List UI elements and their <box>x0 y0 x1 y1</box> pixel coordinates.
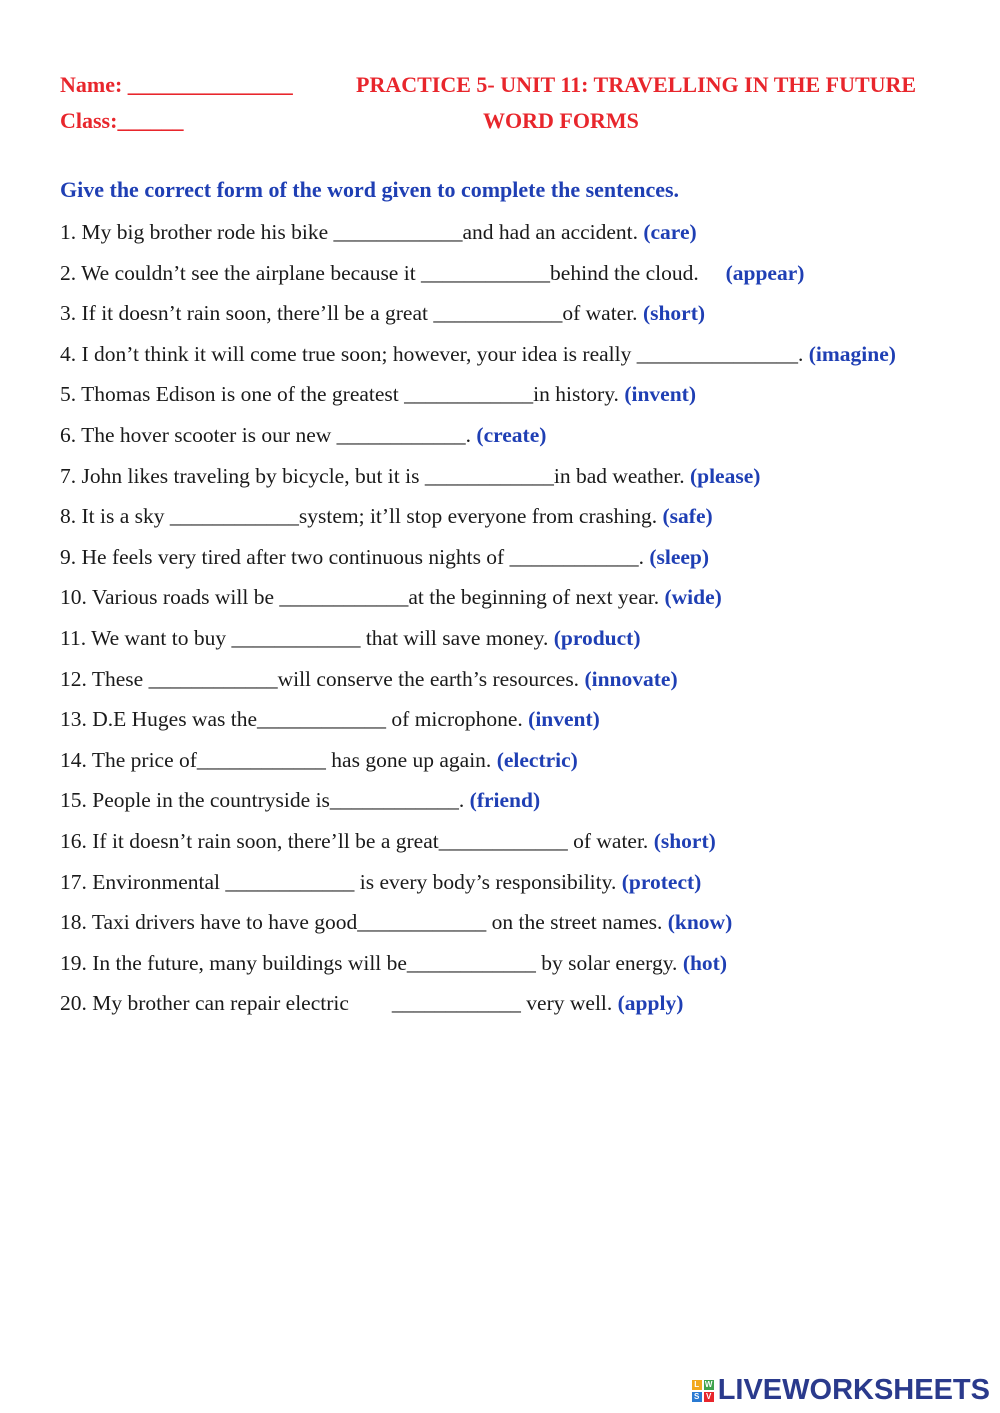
question-text: 9. He feels very tired after two continuous nights of ____________. <box>60 544 650 569</box>
word-hint: (know) <box>667 910 733 935</box>
logo-tile: L <box>692 1380 702 1390</box>
question-item <box>60 382 696 406</box>
word-hint: (please) <box>689 463 761 488</box>
logo-tile: W <box>704 1379 713 1389</box>
question-text: 18. Taxi drivers have to have good____________ on the street names. <box>60 910 668 935</box>
question-text: 13. D.E Huges was the____________ of microphone. <box>60 707 529 732</box>
question-text: 12. These ____________will conserve the earth’s resources. <box>60 666 585 691</box>
logo-tile: S <box>692 1392 702 1402</box>
word-hint: (safe) <box>662 504 713 529</box>
question-item <box>60 545 709 569</box>
question-item <box>60 464 760 488</box>
question-item <box>60 423 546 447</box>
question-item <box>60 870 701 894</box>
word-hint: (invent) <box>624 382 696 407</box>
word-hint: (protect) <box>621 869 702 894</box>
question-item <box>60 342 896 366</box>
word-hint: (apply) <box>617 991 684 1016</box>
question-text: 7. John likes traveling by bicycle, but it is ____________in bad weather. <box>60 463 690 488</box>
question-item <box>60 261 804 285</box>
word-hint: (wide) <box>664 585 722 610</box>
question-text: 4. I don’t think it will come true soon; however, your idea is really _______________. <box>60 341 809 366</box>
word-hint: (innovate) <box>584 666 678 691</box>
question-item <box>60 585 722 609</box>
question-text: 16. If it doesn’t rain soon, there’ll be a great____________ of water. <box>60 829 654 853</box>
class-field-label: Class:______ <box>60 108 184 133</box>
question-text: 8. It is a sky ____________system; it’ll stop everyone from crashing. <box>60 504 663 529</box>
word-hint: (electric) <box>496 747 578 772</box>
question-text: 2. We couldn’t see the airplane because it ____________behind the cloud. <box>60 260 726 285</box>
word-hint: (hot) <box>682 950 727 975</box>
word-hint: (short) <box>642 301 706 326</box>
question-text: 11. We want to buy ____________ that will save money. <box>60 626 554 650</box>
question-text: 5. Thomas Edison is one of the greatest ____________in history. <box>60 382 625 407</box>
question-item <box>60 910 732 934</box>
word-hint: (sleep) <box>649 544 710 569</box>
question-item <box>60 301 705 325</box>
liveworksheets-logo <box>692 1374 990 1407</box>
instructions: Give the correct form of the word given to complete the sentences. <box>60 177 680 202</box>
question-text: 3. If it doesn’t rain soon, there’ll be a great ____________of water. <box>60 301 643 326</box>
question-item <box>60 788 540 812</box>
question-item <box>60 829 716 853</box>
question-text: 14. The price of____________ has gone up again. <box>60 747 497 772</box>
liveworksheets-brand: LIVEWORKSHEETS <box>717 1374 990 1406</box>
word-hint: (care) <box>643 220 697 244</box>
word-hint: (product) <box>553 626 641 650</box>
question-text: 6. The hover scooter is our new ____________. <box>60 423 477 447</box>
logo-tile: V <box>704 1392 714 1402</box>
question-item <box>60 707 600 731</box>
question-item <box>60 951 727 975</box>
question-item <box>60 991 683 1015</box>
word-hint: (friend) <box>469 788 541 813</box>
question-text: 10. Various roads will be ____________at the beginning of next year. <box>60 585 665 610</box>
name-field-label: Name: _______________ <box>60 72 293 97</box>
question-item <box>60 626 641 650</box>
question-item <box>60 748 578 772</box>
worksheet-title: PRACTICE 5- UNIT 11: TRAVELLING IN THE FUTURE <box>356 72 917 97</box>
worksheet-subtitle: WORD FORMS <box>483 108 639 133</box>
question-text: 20. My brother can repair electric ____________ very well. <box>60 991 618 1016</box>
liveworksheets-logo-icon <box>692 1380 714 1402</box>
question-text: 15. People in the countryside is____________. <box>60 788 470 813</box>
question-item <box>60 667 678 691</box>
word-hint: (create) <box>476 423 547 447</box>
word-hint: (short) <box>653 829 716 853</box>
question-text: 19. In the future, many buildings will be____________ by solar energy. <box>60 950 683 975</box>
question-text: 1. My big brother rode his bike ____________and had an accident. <box>60 220 644 244</box>
question-item <box>60 504 713 528</box>
question-text: 17. Environmental ____________ is every body’s responsibility. <box>60 869 622 894</box>
word-hint: (imagine) <box>808 341 896 366</box>
word-hint: (invent) <box>528 707 600 732</box>
question-item <box>60 220 697 244</box>
word-hint: (appear) <box>725 260 805 285</box>
